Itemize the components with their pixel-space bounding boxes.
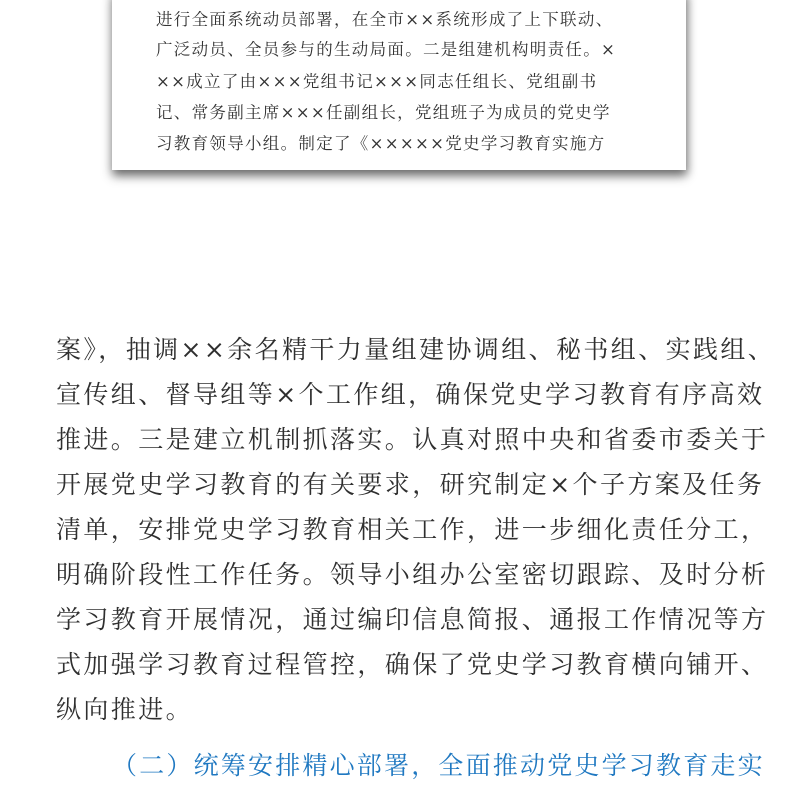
excerpt-line: 记、常务副主席×××任副组长，党组班子为成员的党史学	[156, 103, 611, 122]
body-line: 开展党史学习教育的有关要求，研究制定×个子方案及任务	[56, 470, 765, 499]
excerpt-line: ××成立了由×××党组书记×××同志任组长、党组副书	[156, 72, 598, 91]
body-line: 宣传组、督导组等×个工作组，确保党史学习教育有序高效	[56, 380, 765, 409]
body-line: 纵向推进。	[56, 695, 194, 724]
excerpt-line: 进行全面系统动员部署，在全市××系统形成了上下联动、	[156, 10, 614, 29]
excerpt-page-card	[112, 0, 686, 170]
excerpt-line: 广泛动员、全员参与的生动局面。二是组建机构明责任。×	[156, 40, 617, 59]
body-line: 推进。三是建立机制抓落实。认真对照中央和省委市委关于	[56, 425, 769, 454]
body-line: 清单，安排党史学习教育相关工作，进一步细化责任分工，	[56, 515, 769, 544]
body-line: 学习教育开展情况，通过编印信息简报、通报工作情况等方	[56, 605, 769, 634]
body-line: 式加强学习教育过程管控，确保了党史学习教育横向铺开、	[56, 650, 769, 679]
body-line: 明确阶段性工作任务。领导小组办公室密切跟踪、及时分析	[56, 560, 769, 589]
section-heading: （二）统筹安排精心部署，全面推动党史学习教育走实	[112, 751, 765, 780]
excerpt-line: 习教育领导小组。制定了《×××××党史学习教育实施方	[156, 134, 606, 153]
body-line: 案》，抽调××余名精干力量组建协调组、秘书组、实践组、	[56, 335, 776, 364]
